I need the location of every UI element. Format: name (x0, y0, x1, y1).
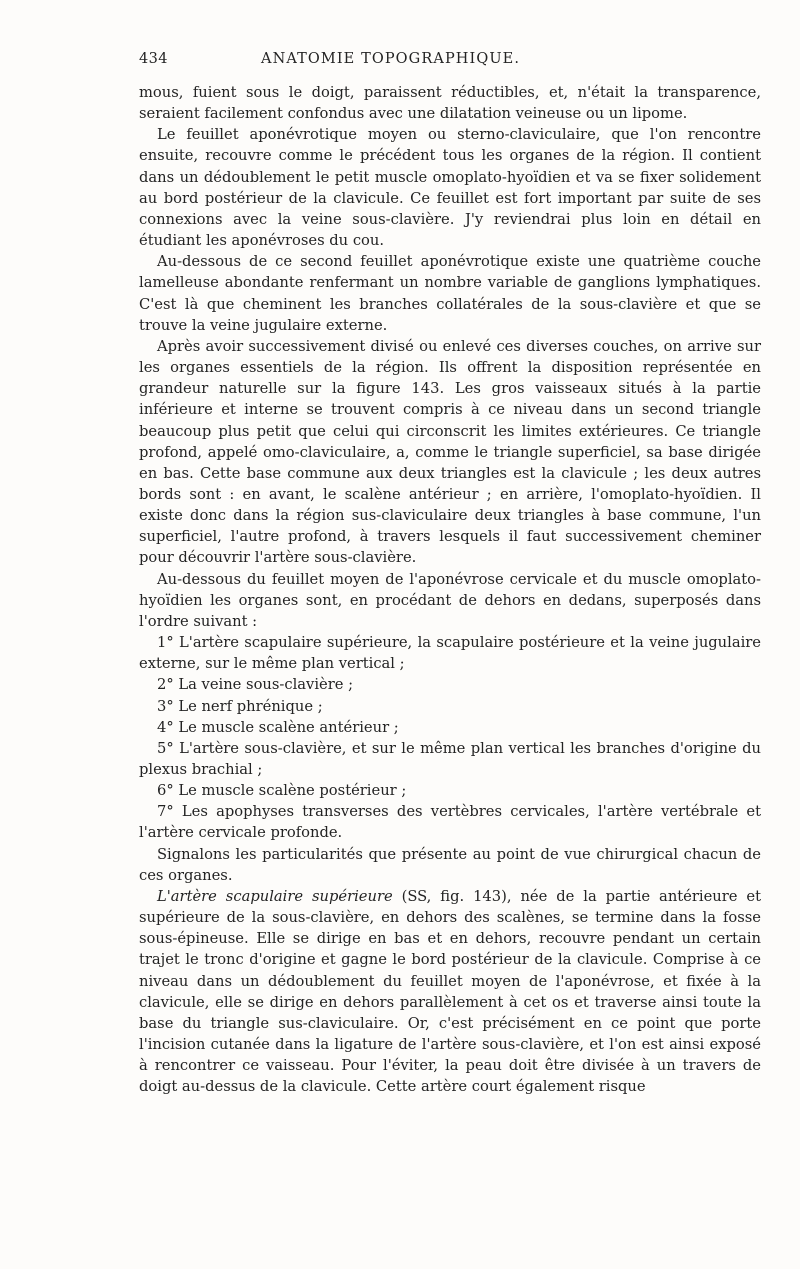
list-item-4: 4° Le muscle scalène antérieur ; (157, 718, 399, 736)
italic-lead: L'artère scapulaire supérieure (157, 887, 393, 905)
list-item-2: 2° La veine sous-clavière ; (157, 676, 354, 694)
list-item-5: 5° L'artère sous-clavière, et sur le même plan vertical les branches d'origine du plexus brachial ; (139, 739, 761, 778)
page-number: 434 (139, 51, 168, 67)
list-item-1: 1° L'artère scapulaire supérieure, la scapulaire postérieure et la veine jugulaire externe, sur le même plan vertical ; (139, 634, 761, 673)
list-item-7: 7° Les apophyses transverses des vertèbres cervicales, l'artère vertébrale et l'artère cervicale profonde. (139, 803, 761, 842)
paragraph-quatrieme-couche: Au-dessous de ce second feuillet aponévrotique existe une quatrième couche lamelleuse abondante renfermant un nombre variable de ganglions lymphatiques. C'est là que cheminent les branches collatérales de la sous-clavière et que se trouve la veine jugulaire externe. (139, 253, 761, 334)
paragraph-artere-scapulaire (139, 886, 761, 1098)
running-title: ANATOMIE TOPOGRAPHIQUE. (261, 51, 521, 67)
body-text (139, 82, 761, 1098)
paragraph-feuillet-moyen: Le feuillet aponévrotique moyen ou sterno-claviculaire, que l'on rencontre ensuite, recouvre comme le précédent tous les organes de la région. Il contient dans un dédoublement le petit muscle omoplato-hyoïdien et va se fixer solidement au bord postérieur de la clavicule. Ce feuillet est fort important par suite de ses connexions avec la veine sous-clavière. J'y reviendrai plus loin en détail en étudiant les aponévroses du cou. (139, 126, 761, 250)
paragraph-particularites: Signalons les particularités que présente au point de vue chirurgical chacun de ces organes. (139, 845, 761, 884)
list-item-6: 6° Le muscle scalène postérieur ; (157, 782, 407, 800)
list-item-3: 3° Le nerf phrénique ; (157, 697, 323, 715)
paragraph-ordre-organes: Au-dessous du feuillet moyen de l'aponévrose cervicale et du muscle omoplato-hyoïdien les organes sont, en procédant de dehors en dedans, superposés dans l'ordre suivant : (139, 570, 761, 630)
paragraph-continuation: mous, fuient sous le doigt, paraissent réductibles, et, n'était la transparence, seraient facilement confondus avec une dilatation veineuse ou un lipome. (139, 84, 761, 123)
page-header (139, 51, 761, 75)
paragraph-triangle-omo-claviculaire: Après avoir successivement divisé ou enlevé ces diverses couches, on arrive sur les organes essentiels de la région. Ils offrent la disposition représentée en grandeur naturelle sur la figure 143. Les gros vaisseaux situés à la partie inférieure et interne se trouvent compris à ce niveau dans un second triangle beaucoup plus petit que celui qui circonscrit les limites extérieures. Ce triangle profond, appelé omo-claviculaire, a, comme le triangle superficiel, sa base dirigée en bas. Cette base commune aux deux triangles est la clavicule ; les deux autres bords sont : en avant, le scalène antérieur ; en arrière, l'omoplato-hyoïdien. Il existe donc dans la région sus-claviculaire deux triangles à base commune, l'un superficiel, l'autre profond, à travers lesquels il faut successivement cheminer pour découvrir l'artère sous-clavière. (139, 337, 761, 567)
paragraph-rest: (SS, fig. 143), née de la partie antérieure et supérieure de la sous-clavière, en dehors des scalènes, se termine dans la fosse sous-épineuse. Elle se dirige en bas et en dehors, recouvre pendant un certain trajet le tronc d'origine et gagne le bord postérieur de la clavicule. Comprise à ce niveau dans un dédoublement du feuillet moyen de l'aponévrose, et fixée à la clavicule, elle se dirige en dehors parallèlement à cet os et traverse ainsi toute la base du triangle sus-claviculaire. Or, c'est précisément en ce point que porte l'incision cutanée dans la ligature de l'artère sous-clavière, et l'on est ainsi exposé à rencontrer ce vaisseau. Pour l'éviter, la peau doit être divisée à un travers de doigt au-dessus de la clavicule. Cette artère court également risque (139, 887, 761, 1096)
